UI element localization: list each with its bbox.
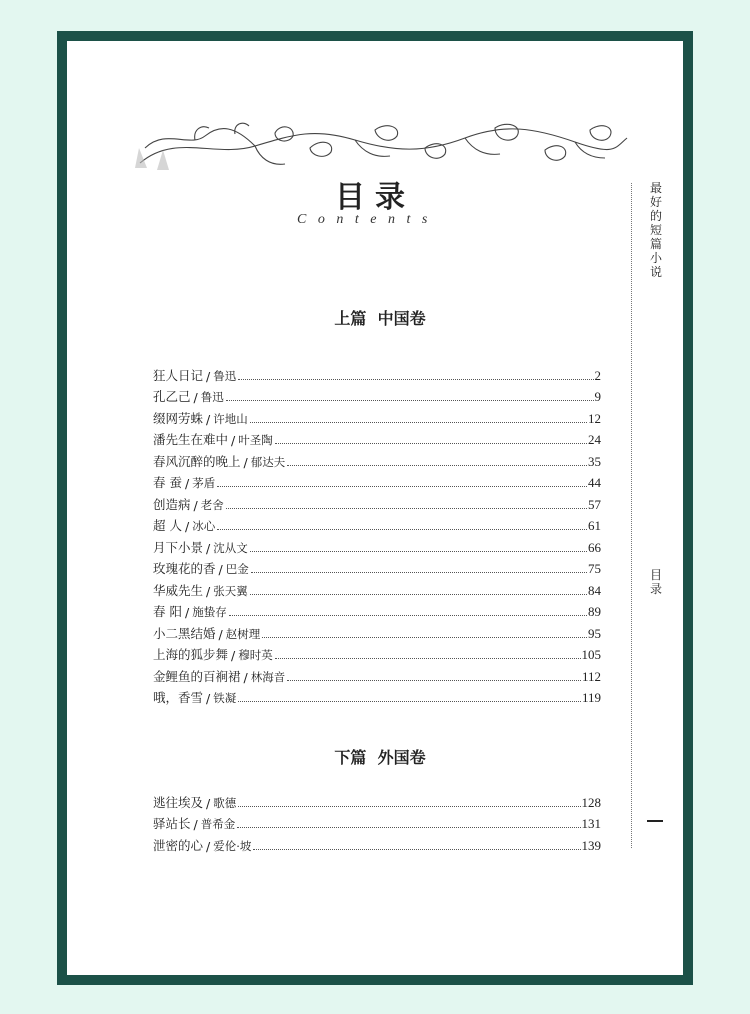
toc-entry[interactable] xyxy=(153,577,601,599)
entry-author: 许地山 xyxy=(213,411,248,426)
entry-separator: / xyxy=(218,562,223,577)
section-heading-china: 上篇 中国卷 xyxy=(334,309,426,328)
entry-page: 66 xyxy=(588,539,601,555)
toc-entry[interactable] xyxy=(153,685,601,707)
entry-title: 上海的狐步舞 xyxy=(153,647,229,662)
entry-page: 75 xyxy=(588,561,601,576)
sidebar-book-title: 最好的短篇小说 xyxy=(649,181,662,279)
entry-author: 冰心 xyxy=(192,519,216,533)
toc-entry[interactable] xyxy=(153,491,601,513)
toc-entry[interactable] xyxy=(153,811,601,833)
leader-dots xyxy=(262,637,587,638)
page-title: 目录 xyxy=(335,180,415,215)
entry-separator: / xyxy=(184,519,190,534)
leader-dots xyxy=(275,443,587,444)
entry-author: 爱伦·坡 xyxy=(213,838,252,853)
leader-dots xyxy=(237,827,580,828)
entry-separator: / xyxy=(206,795,211,811)
entry-author: 施蛰存 xyxy=(192,605,227,619)
toc-entry[interactable] xyxy=(153,470,601,492)
entry-separator: / xyxy=(206,838,211,854)
leader-dots xyxy=(226,400,594,401)
entry-title: 创造病 xyxy=(153,496,191,512)
entry-author: 沈从文 xyxy=(213,540,248,555)
entry-separator: / xyxy=(193,817,198,832)
toc-entry[interactable] xyxy=(153,556,601,578)
entry-title: 狂人日记 xyxy=(153,367,204,383)
leader-dots xyxy=(250,551,587,552)
entry-page: 89 xyxy=(588,604,601,619)
leader-dots xyxy=(238,379,593,380)
entry-title: 月下小景 xyxy=(153,539,204,555)
toc-entry[interactable] xyxy=(153,599,601,621)
leader-dots xyxy=(287,680,581,681)
entry-separator: / xyxy=(184,476,190,491)
entry-page: 12 xyxy=(588,410,601,426)
entry-author: 林海音 xyxy=(250,669,286,684)
sidebar-page-number xyxy=(647,820,663,822)
entry-separator: / xyxy=(206,540,211,556)
entry-author: 普希金 xyxy=(200,817,236,831)
entry-page: 139 xyxy=(581,837,601,853)
entry-separator: / xyxy=(243,454,248,470)
toc-entry[interactable] xyxy=(153,448,601,470)
entry-page: 35 xyxy=(588,453,601,469)
entry-title: 潘先生在难中 xyxy=(153,432,229,447)
entry-separator: / xyxy=(206,583,211,599)
toc-entry[interactable] xyxy=(153,427,601,449)
side-divider xyxy=(631,183,632,848)
leader-dots xyxy=(250,422,587,423)
entry-author: 茅盾 xyxy=(192,476,216,490)
entry-separator: / xyxy=(193,497,198,513)
section-heading-foreign: 下篇 外国卷 xyxy=(334,748,426,767)
leader-dots xyxy=(226,508,587,509)
entry-page: 84 xyxy=(588,582,601,598)
entry-page: 119 xyxy=(581,690,601,705)
toc-entry[interactable] xyxy=(153,362,601,384)
toc-entry[interactable] xyxy=(153,384,601,406)
toc-entry[interactable] xyxy=(153,642,601,664)
entry-separator: / xyxy=(231,433,236,448)
leader-dots xyxy=(251,572,587,573)
leader-dots xyxy=(253,849,580,850)
entry-title: 驿站长 xyxy=(153,816,191,831)
leader-dots xyxy=(238,806,580,807)
entry-page: 9 xyxy=(594,389,601,404)
toc-entry[interactable] xyxy=(153,620,601,642)
entry-page: 95 xyxy=(588,625,601,641)
leader-dots xyxy=(250,594,587,595)
entry-title: 哦，香雪 xyxy=(153,690,204,705)
entry-page: 105 xyxy=(581,647,601,662)
vine-ornament-icon xyxy=(135,118,630,173)
entry-page: 112 xyxy=(581,668,601,684)
entry-author: 穆时英 xyxy=(238,648,273,662)
entry-title: 超 人 xyxy=(153,518,182,533)
entry-title: 孔乙己 xyxy=(153,389,191,404)
toc-entry[interactable] xyxy=(153,405,601,427)
leader-dots xyxy=(217,529,587,530)
entry-page: 24 xyxy=(588,432,601,447)
entry-title: 春 阳 xyxy=(153,604,182,619)
entry-title: 春风沉醉的晚上 xyxy=(153,453,241,469)
sidebar-section-label: 目录 xyxy=(649,568,662,596)
entry-separator: / xyxy=(231,648,236,663)
entry-page: 2 xyxy=(594,367,601,383)
entry-page: 61 xyxy=(588,518,601,533)
leader-dots xyxy=(275,658,581,659)
entry-author: 鲁迅 xyxy=(213,368,237,383)
entry-separator: / xyxy=(218,626,223,642)
page-subtitle: Contents xyxy=(297,212,439,227)
entry-author: 张天翼 xyxy=(213,583,248,598)
toc-entry[interactable] xyxy=(153,663,601,685)
toc-entry[interactable] xyxy=(153,832,601,854)
entry-author: 老舍 xyxy=(200,497,224,512)
toc-list-china xyxy=(153,362,601,706)
entry-author: 铁凝 xyxy=(213,691,237,705)
entry-title: 小二黑结婚 xyxy=(153,625,216,641)
toc-entry[interactable] xyxy=(153,789,601,811)
leader-dots xyxy=(287,465,587,466)
leader-dots xyxy=(217,486,587,487)
entry-page: 131 xyxy=(581,816,601,831)
entry-page: 57 xyxy=(588,496,601,512)
entry-title: 逃往埃及 xyxy=(153,794,204,810)
entry-author: 歌德 xyxy=(213,795,237,810)
entry-title: 缀网劳蛛 xyxy=(153,410,204,426)
toc-list-foreign xyxy=(153,789,601,854)
entry-author: 郁达夫 xyxy=(250,454,286,469)
entry-separator: / xyxy=(243,669,248,685)
toc-entry[interactable] xyxy=(153,513,601,535)
leader-dots xyxy=(229,615,587,616)
entry-author: 赵树理 xyxy=(225,626,261,641)
entry-author: 鲁迅 xyxy=(200,390,224,404)
entry-title: 华威先生 xyxy=(153,582,204,598)
leader-dots xyxy=(238,701,581,702)
entry-separator: / xyxy=(184,605,190,620)
entry-title: 玫瑰花的香 xyxy=(153,561,216,576)
entry-page: 44 xyxy=(588,475,601,490)
entry-separator: / xyxy=(206,411,211,427)
entry-author: 叶圣陶 xyxy=(238,433,273,447)
entry-page: 128 xyxy=(581,794,601,810)
entry-separator: / xyxy=(206,691,211,706)
entry-title: 泄密的心 xyxy=(153,837,204,853)
entry-title: 春 蚕 xyxy=(153,475,182,490)
entry-separator: / xyxy=(193,390,198,405)
entry-separator: / xyxy=(206,368,211,384)
entry-author: 巴金 xyxy=(225,562,249,576)
entry-title: 金鲤鱼的百裥裙 xyxy=(153,668,241,684)
toc-entry[interactable] xyxy=(153,534,601,556)
